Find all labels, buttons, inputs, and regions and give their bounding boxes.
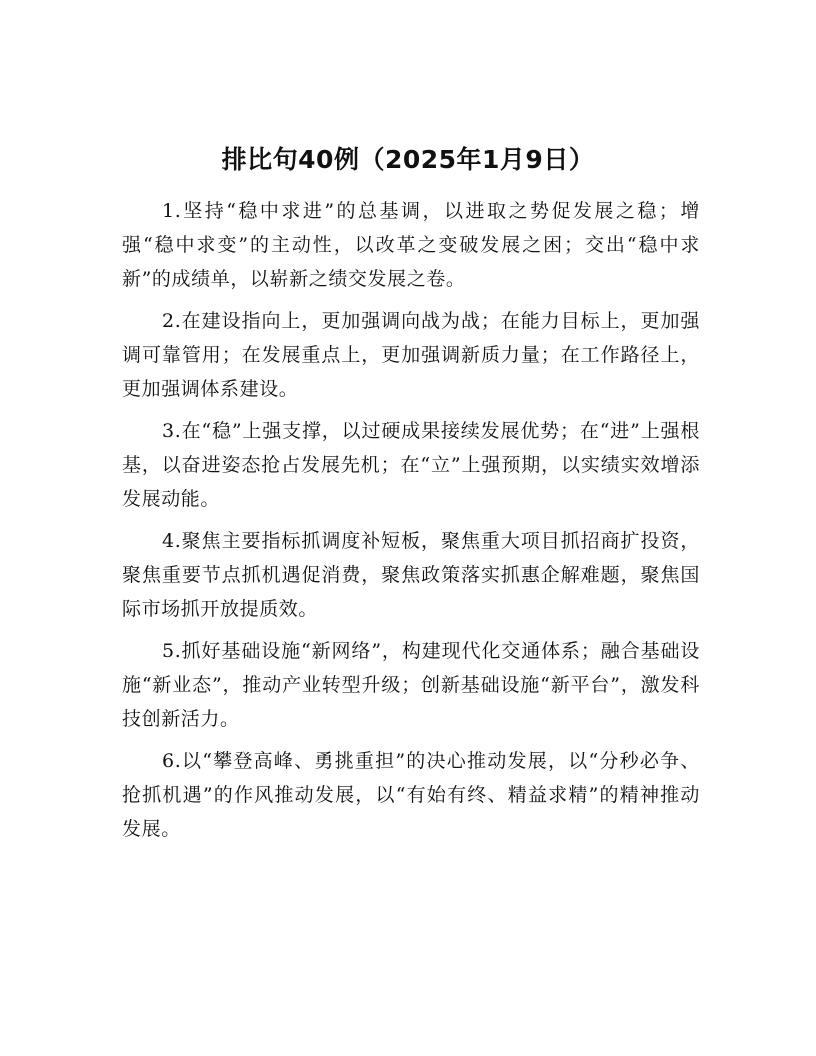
document-title: 排比句40例（2025年1月9日） bbox=[221, 145, 595, 174]
paragraph-1: 1.坚持“稳中求进”的总基调，以进取之势促发展之稳；增强“稳中求变”的主动性，以改革之变破发展之困；交出“稳中求新”的成绩单，以崭新之绩交发展之卷。 bbox=[122, 200, 700, 290]
paragraph-4: 4.聚焦主要指标抓调度补短板，聚焦重大项目抓招商扩投资，聚焦重要节点抓机遇促消费，聚焦政策落实抓惠企解难题，聚焦国际市场抓开放提质效。 bbox=[122, 530, 700, 620]
paragraph-5: 5.抓好基础设施“新网络”，构建现代化交通体系；融合基础设施“新业态”，推动产业转型升级；创新基础设施“新平台”，激发科技创新活力。 bbox=[122, 640, 700, 730]
paragraph-6: 6.以“攀登高峰、勇挑重担”的决心推动发展，以“分秒必争、抢抓机遇”的作风推动发展，以“有始有终、精益求精”的精神推动发展。 bbox=[122, 750, 700, 840]
paragraph-3: 3.在“稳”上强支撑，以过硬成果接续发展优势；在“进”上强根基，以奋进姿态抢占发展先机；在“立”上强预期，以实绩实效增添发展动能。 bbox=[122, 420, 700, 510]
document-body bbox=[122, 194, 700, 854]
paragraph-2: 2.在建设指向上，更加强调向战为战；在能力目标上，更加强调可靠管用；在发展重点上，更加强调新质力量；在工作路径上，更加强调体系建设。 bbox=[122, 310, 700, 400]
